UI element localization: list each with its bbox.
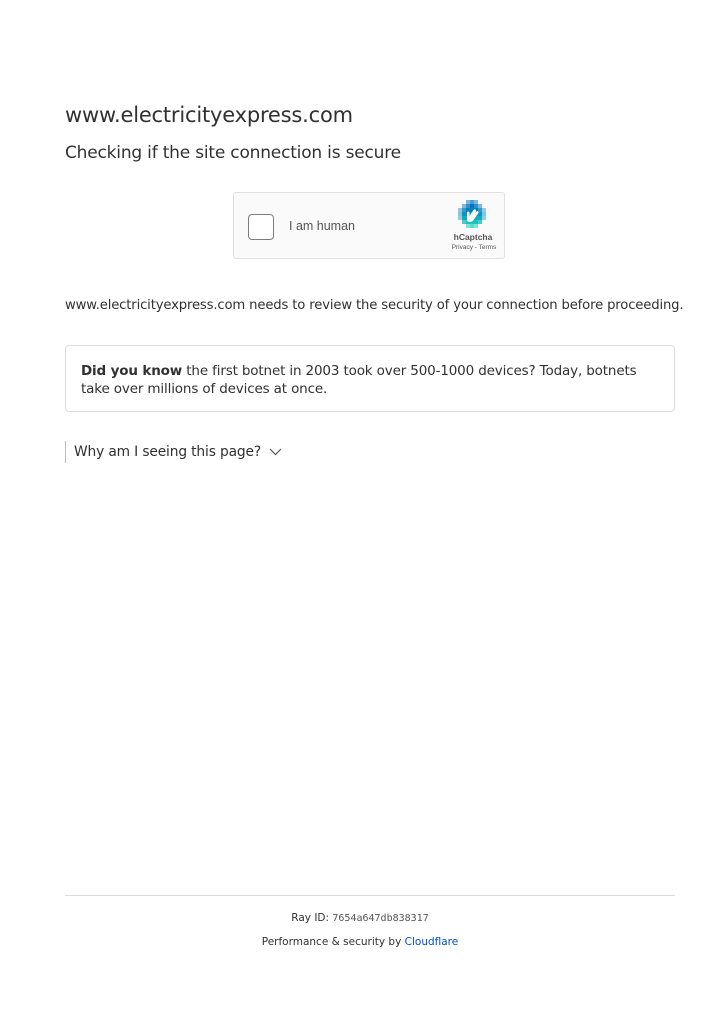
cloudflare-link[interactable]: Cloudflare: [404, 936, 459, 948]
site-title: www.electricityexpress.com: [65, 103, 353, 127]
human-checkbox-label: I am human: [289, 219, 356, 233]
privacy-link[interactable]: Privacy: [451, 244, 473, 251]
review-message: www.electricityexpress.com needs to review the security of your connection before proceeding.: [65, 298, 684, 313]
did-you-know-heading: Did you know: [81, 363, 183, 379]
human-checkbox[interactable]: [248, 214, 274, 240]
did-you-know-box: [65, 345, 675, 412]
hcaptcha-widget: [233, 192, 505, 259]
hcaptcha-hand-icon: [457, 200, 487, 230]
hcaptcha-brand: hCaptcha: [453, 232, 493, 242]
hcaptcha-links: [439, 244, 509, 251]
performance-label: Performance & security by: [261, 936, 405, 948]
why-seeing-label: Why am I seeing this page?: [74, 444, 261, 460]
page-subtitle: Checking if the site connection is secure: [65, 143, 401, 163]
footer-divider: [65, 895, 675, 896]
ray-id-line: [0, 912, 720, 924]
chevron-down-icon: [269, 448, 282, 456]
why-seeing-toggle[interactable]: [65, 441, 282, 463]
ray-id-value: 7654a647db838317: [332, 913, 429, 924]
link-separator: -: [474, 244, 477, 251]
performance-line: [0, 936, 720, 948]
ray-id-label: Ray ID:: [291, 912, 333, 924]
terms-link[interactable]: Terms: [478, 244, 497, 251]
did-you-know-text: the first botnet in 2003 took over 500-1000 devices? Today, botnets take over millions of devices at once.: [81, 363, 637, 397]
